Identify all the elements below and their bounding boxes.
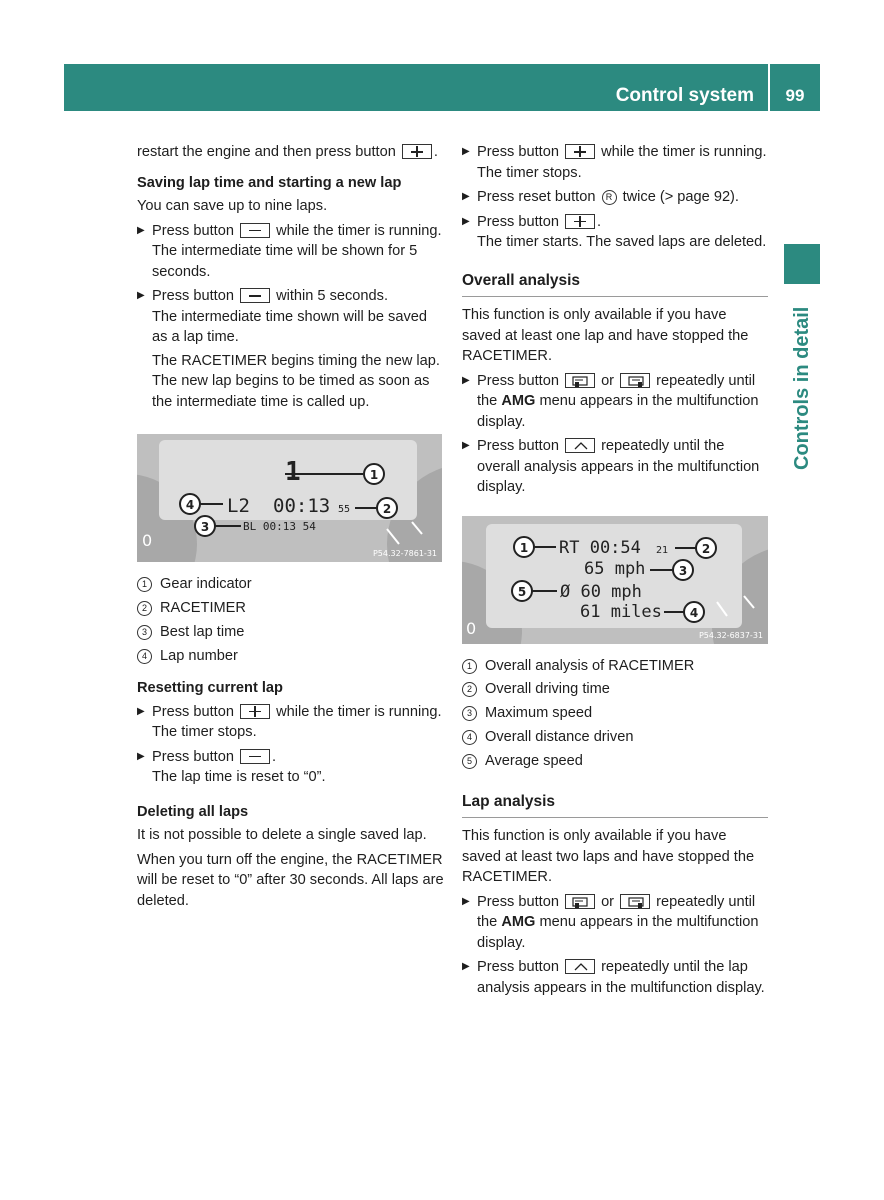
legend-item bbox=[137, 598, 445, 619]
step-item bbox=[462, 957, 768, 998]
page-number: 99 bbox=[785, 86, 805, 105]
minus-button-icon bbox=[240, 288, 270, 303]
step-text: Press button bbox=[477, 438, 559, 454]
reset-button-icon: R bbox=[602, 190, 617, 205]
legend-item bbox=[137, 622, 445, 643]
callout-1: 1 bbox=[519, 540, 529, 555]
left-column bbox=[137, 142, 445, 915]
step-result: The intermediate time will be shown for 5 seconds. bbox=[152, 243, 418, 280]
step-text: Press button bbox=[477, 893, 559, 910]
callout-2: 2 bbox=[382, 502, 392, 516]
callout-3: 3 bbox=[678, 563, 688, 578]
step-item bbox=[462, 892, 768, 954]
side-tab-label: Controls in detail bbox=[791, 306, 813, 470]
bullet-arrow-icon: ▶ bbox=[462, 374, 470, 386]
overall-text: This function is only available if you have saved at least one lap and have stopped the RACETIMER. bbox=[462, 307, 749, 364]
menu-back-button-icon bbox=[565, 373, 595, 388]
plus-button-icon bbox=[565, 214, 595, 229]
step-text: Press button bbox=[477, 144, 559, 160]
menu-forward-button-icon bbox=[620, 894, 650, 909]
overall-display-figure bbox=[462, 516, 768, 644]
legend-text: Lap number bbox=[160, 647, 238, 664]
legend-text: Gear indicator bbox=[160, 576, 252, 592]
callout-3: 3 bbox=[200, 520, 210, 534]
lap-text: This function is only available if you have saved at least two laps and have stopped the RACETIMER. bbox=[462, 828, 755, 886]
plus-button-icon bbox=[402, 144, 432, 159]
bullet-arrow-icon: ▶ bbox=[462, 440, 470, 451]
step-item bbox=[137, 221, 445, 283]
step-text: Press button bbox=[152, 748, 234, 765]
step-text: while the timer is running. bbox=[276, 222, 442, 239]
bullet-arrow-icon: ▶ bbox=[137, 290, 145, 301]
step-text: repeatedly until the bbox=[477, 372, 756, 409]
figure-code: P54.32-7861-31 bbox=[372, 549, 437, 558]
step-text: Press button bbox=[152, 222, 234, 239]
amg-label: AMG bbox=[501, 914, 536, 931]
chevron-up-button-icon bbox=[565, 959, 595, 974]
lap-analysis-heading: Lap analysis bbox=[462, 792, 768, 819]
best-lap-value: BL 00:13 54 bbox=[243, 520, 316, 533]
max-speed-value: 65 mph bbox=[584, 558, 646, 579]
racetimer-value: 00:13 bbox=[273, 495, 331, 517]
bullet-arrow-icon: ▶ bbox=[462, 215, 470, 227]
bullet-arrow-icon: ▶ bbox=[137, 705, 145, 717]
step-text: menu appears in the multifunction display. bbox=[477, 393, 759, 430]
callout-1: 1 bbox=[369, 468, 379, 482]
legend-text: Average speed bbox=[485, 753, 583, 770]
overall-time-hundredths: 21 bbox=[656, 544, 669, 556]
step-item bbox=[462, 212, 768, 253]
legend-item bbox=[462, 656, 768, 677]
number-badge: 2 bbox=[462, 682, 477, 697]
chevron-up-button-icon bbox=[565, 438, 595, 453]
step-text: repeatedly until the bbox=[477, 893, 756, 931]
step-note: The RACETIMER begins timing the new lap. The new lap begins to be timed as soon as the intermediate time is called up. bbox=[152, 352, 440, 410]
legend-item bbox=[462, 727, 768, 748]
legend-item bbox=[462, 703, 768, 724]
step-text: or bbox=[601, 893, 615, 910]
step-text: repeatedly until the overall analysis appears in the multifunction display. bbox=[477, 438, 760, 495]
step-item bbox=[462, 142, 768, 183]
legend-item bbox=[462, 679, 768, 700]
avg-speed-value: Ø 60 mph bbox=[560, 581, 642, 602]
step-item bbox=[462, 187, 768, 208]
legend-text: Maximum speed bbox=[485, 705, 593, 722]
legend-text: Overall driving time bbox=[485, 681, 610, 698]
step-text: Press button bbox=[477, 213, 559, 230]
bullet-arrow-icon: ▶ bbox=[462, 961, 470, 973]
callout-2: 2 bbox=[701, 541, 711, 556]
step-item bbox=[137, 702, 445, 743]
bullet-arrow-icon: ▶ bbox=[137, 224, 145, 236]
number-badge: 1 bbox=[462, 659, 477, 674]
number-badge: 3 bbox=[462, 706, 477, 721]
lap-display-illustration bbox=[137, 434, 442, 562]
step-item bbox=[462, 371, 768, 433]
step-text: . bbox=[272, 748, 277, 765]
saving-text: You can save up to nine laps. bbox=[137, 198, 328, 214]
amg-label: AMG bbox=[501, 393, 536, 409]
legend-text: Best lap time bbox=[160, 623, 245, 640]
legend-text: Overall distance driven bbox=[485, 729, 634, 746]
step-text: Press reset button bbox=[477, 189, 596, 205]
intro-text: restart the engine and then press button bbox=[137, 144, 396, 160]
step-text: within 5 seconds. bbox=[276, 288, 389, 304]
step-result: The timer stops. bbox=[152, 724, 257, 741]
overall-analysis-heading: Overall analysis bbox=[462, 271, 768, 298]
bullet-arrow-icon: ▶ bbox=[462, 146, 470, 157]
number-badge: 4 bbox=[462, 730, 477, 745]
callout-5: 5 bbox=[517, 584, 527, 599]
legend-item bbox=[137, 646, 445, 667]
right-column bbox=[462, 142, 768, 1002]
minus-button-icon bbox=[240, 223, 270, 238]
delete-paragraph: It is not possible to delete a single saved lap. bbox=[137, 827, 427, 844]
step-item bbox=[137, 747, 445, 788]
step-text: twice (> page 92). bbox=[622, 189, 739, 205]
reset-heading: Resetting current lap bbox=[137, 680, 283, 697]
callout-4: 4 bbox=[689, 605, 699, 620]
step-text: . bbox=[597, 213, 602, 230]
delete-paragraph: When you turn off the engine, the RACETIMER will be reset to “0” after 30 seconds. All laps are deleted. bbox=[137, 851, 444, 909]
step-result: The intermediate time shown will be saved as a lap time. bbox=[152, 308, 427, 345]
step-text: Press button bbox=[152, 288, 234, 304]
legend-text: Overall analysis of RACETIMER bbox=[485, 657, 695, 674]
gear-value: 1 bbox=[285, 457, 301, 487]
legend-item bbox=[137, 574, 445, 595]
minus-button-icon bbox=[240, 749, 270, 764]
bullet-arrow-icon: ▶ bbox=[137, 750, 145, 762]
plus-button-icon bbox=[565, 144, 595, 159]
number-badge: 3 bbox=[137, 625, 152, 640]
step-text: Press button bbox=[152, 703, 234, 720]
step-text: while the timer is running. bbox=[601, 144, 767, 160]
legend-item bbox=[462, 751, 768, 772]
figure-code: P54.32-6837-31 bbox=[698, 630, 763, 640]
step-text: repeatedly until the lap analysis appears in the multifunction display. bbox=[477, 959, 765, 996]
step-result: The lap time is reset to “0”. bbox=[152, 769, 326, 786]
bullet-arrow-icon: ▶ bbox=[462, 895, 470, 907]
lap-number-value: L2 bbox=[227, 495, 250, 517]
svg-text:0: 0 bbox=[142, 531, 153, 550]
step-item bbox=[462, 436, 768, 498]
page-header bbox=[64, 64, 820, 111]
step-text: while the timer is running. bbox=[276, 703, 442, 720]
saving-heading: Saving lap time and starting a new lap bbox=[137, 174, 402, 191]
number-badge: 4 bbox=[137, 649, 152, 664]
menu-forward-button-icon bbox=[620, 373, 650, 388]
legend-text: RACETIMER bbox=[160, 599, 246, 616]
intro-end: . bbox=[433, 144, 438, 160]
overall-display-illustration bbox=[462, 516, 768, 644]
step-text: menu appears in the multifunction display. bbox=[477, 914, 759, 951]
number-badge: 5 bbox=[462, 754, 477, 769]
callout-4: 4 bbox=[185, 498, 195, 512]
legend-list bbox=[462, 656, 768, 772]
bullet-arrow-icon: ▶ bbox=[462, 191, 470, 202]
svg-text:0: 0 bbox=[466, 618, 477, 638]
side-tab-marker bbox=[784, 244, 820, 284]
step-result: The timer starts. The saved laps are deleted. bbox=[477, 234, 767, 250]
menu-back-button-icon bbox=[565, 894, 595, 909]
step-result: The timer stops. bbox=[477, 164, 582, 181]
distance-value: 61 miles bbox=[580, 601, 662, 622]
step-item bbox=[137, 286, 445, 412]
plus-button-icon bbox=[240, 704, 270, 719]
number-badge: 2 bbox=[137, 601, 152, 616]
lap-display-figure bbox=[137, 434, 442, 562]
step-text: Press button bbox=[477, 372, 559, 389]
intro-paragraph bbox=[137, 142, 445, 163]
step-text: Press button bbox=[477, 959, 559, 976]
delete-heading: Deleting all laps bbox=[137, 803, 249, 820]
overall-time-value: RT 00:54 bbox=[559, 537, 641, 558]
step-text: or bbox=[601, 372, 615, 389]
legend-list bbox=[137, 574, 445, 666]
racetimer-hundredths: 55 bbox=[338, 504, 351, 515]
number-badge: 1 bbox=[137, 577, 152, 592]
section-title: Control system bbox=[615, 85, 754, 106]
